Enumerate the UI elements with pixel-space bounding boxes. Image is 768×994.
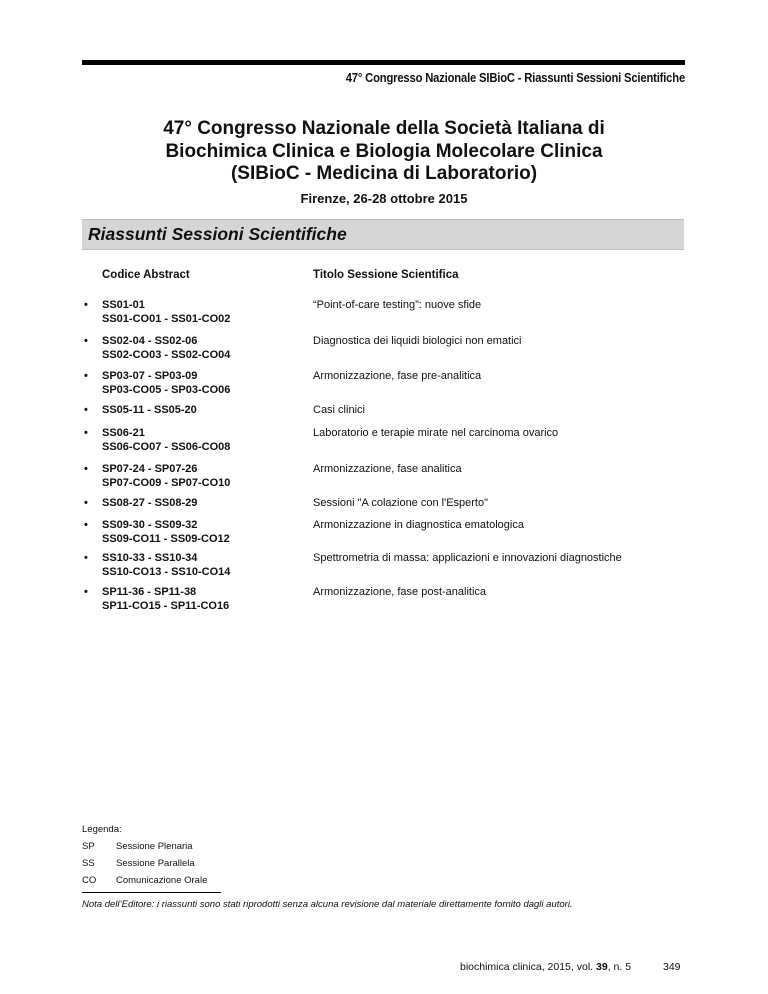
code-line: SS02-CO03 - SS02-CO04 bbox=[102, 349, 231, 361]
bullet-icon: • bbox=[84, 519, 88, 531]
bullet-icon: • bbox=[84, 404, 88, 416]
bullet-icon: • bbox=[84, 552, 88, 564]
code-line: SS10-CO13 - SS10-CO14 bbox=[102, 566, 231, 578]
session-title: Casi clinici bbox=[313, 404, 365, 416]
code-line: SP07-CO09 - SP07-CO10 bbox=[102, 477, 231, 489]
running-head: 47° Congresso Nazionale SIBioC - Riassunti Sessioni Scientifiche bbox=[345, 71, 685, 85]
bullet-icon: • bbox=[84, 299, 88, 311]
bullet-icon: • bbox=[84, 497, 88, 509]
bullet-icon: • bbox=[84, 427, 88, 439]
session-title: Armonizzazione, fase pre-analitica bbox=[313, 370, 482, 382]
title-line: 47° Congresso Nazionale della Società Italiana di bbox=[163, 118, 605, 139]
code-line: SP11-CO15 - SP11-CO16 bbox=[102, 600, 230, 612]
code-line: SS01-CO01 - SS01-CO02 bbox=[102, 313, 231, 325]
citation-issue: , n. 5 bbox=[607, 961, 632, 973]
session-title: Laboratorio e terapie mirate nel carcinoma ovarico bbox=[313, 427, 559, 439]
session-title: Sessioni "A colazione con l'Esperto" bbox=[313, 497, 489, 509]
session-title: Armonizzazione in diagnostica ematologica bbox=[313, 519, 524, 531]
code-line: SS09-CO11 - SS09-CO12 bbox=[102, 533, 230, 545]
citation-volume: 39 bbox=[596, 961, 608, 973]
section-heading-band bbox=[82, 219, 684, 250]
code-line: SS01-01 bbox=[102, 299, 145, 311]
code-line: SP03-CO05 - SP03-CO06 bbox=[102, 384, 231, 396]
abstract-codes bbox=[102, 496, 197, 510]
legend-desc: Sessione Parallela bbox=[116, 858, 195, 869]
section-title: Riassunti Sessioni Scientifiche bbox=[88, 224, 347, 244]
abstract-codes bbox=[102, 298, 230, 326]
code-line: SS06-CO07 - SS06-CO08 bbox=[102, 441, 231, 453]
abstract-codes bbox=[102, 426, 230, 454]
page-number: 349 bbox=[663, 961, 681, 973]
citation-journal: biochimica clinica, 2015, vol. bbox=[460, 961, 594, 973]
editor-note: Nota dell’Editore: i riassunti sono stati riprodotti senza alcuna revisione dal materiale direttamente fornito dagli autori. bbox=[82, 899, 573, 910]
session-title: Spettrometria di massa: applicazioni e innovazioni diagnostiche bbox=[313, 552, 622, 564]
title-line: (SIBioC - Medicina di Laboratorio) bbox=[230, 163, 538, 184]
legend-abbr: SP bbox=[82, 841, 95, 852]
legend-item bbox=[82, 855, 195, 872]
legend-title: Legenda: bbox=[82, 824, 122, 835]
abstract-codes bbox=[102, 334, 230, 362]
code-line: SS02-04 - SS02-06 bbox=[102, 335, 198, 347]
legend bbox=[82, 823, 208, 889]
bullet-icon: • bbox=[84, 335, 88, 347]
footnote-rule bbox=[82, 892, 221, 893]
legend-abbr: CO bbox=[82, 875, 97, 886]
column-header-code: Codice Abstract bbox=[102, 269, 190, 281]
abstract-codes bbox=[102, 518, 230, 546]
legend-desc: Sessione Plenaria bbox=[116, 841, 193, 852]
code-line: SP11-36 - SP11-38 bbox=[102, 586, 197, 598]
document-title bbox=[82, 118, 686, 186]
session-title: Armonizzazione, fase post-analitica bbox=[313, 586, 487, 598]
abstract-codes bbox=[102, 551, 230, 579]
bullet-icon: • bbox=[84, 586, 88, 598]
abstract-codes bbox=[102, 403, 197, 417]
bullet-icon: • bbox=[84, 463, 88, 475]
session-title: “Point-of-care testing”: nuove sfide bbox=[313, 299, 482, 311]
bullet-icon: • bbox=[84, 370, 88, 382]
session-title: Diagnostica dei liquidi biologici non ematici bbox=[313, 335, 522, 347]
journal-citation bbox=[460, 961, 631, 973]
code-line: SS09-30 - SS09-32 bbox=[102, 519, 198, 531]
abstract-codes bbox=[102, 369, 230, 397]
abstract-codes bbox=[102, 462, 230, 490]
session-title: Armonizzazione, fase analitica bbox=[313, 463, 462, 475]
legend-item bbox=[82, 838, 193, 855]
legend-abbr: SS bbox=[82, 858, 95, 869]
code-line: SS06-21 bbox=[102, 427, 145, 439]
abstract-codes bbox=[102, 585, 229, 613]
code-line: SS10-33 - SS10-34 bbox=[102, 552, 198, 564]
code-line: SP03-07 - SP03-09 bbox=[102, 370, 198, 382]
code-line: SS05-11 - SS05-20 bbox=[102, 404, 197, 416]
header-rule bbox=[82, 60, 685, 65]
code-line: SS08-27 - SS08-29 bbox=[102, 497, 198, 509]
column-header-title: Titolo Sessione Scientifica bbox=[313, 269, 459, 281]
code-line: SP07-24 - SP07-26 bbox=[102, 463, 198, 475]
legend-item bbox=[82, 872, 208, 889]
legend-desc: Comunicazione Orale bbox=[116, 875, 208, 886]
place-date: Firenze, 26-28 ottobre 2015 bbox=[300, 191, 468, 206]
title-line: Biochimica Clinica e Biologia Molecolare Clinica bbox=[165, 140, 603, 162]
